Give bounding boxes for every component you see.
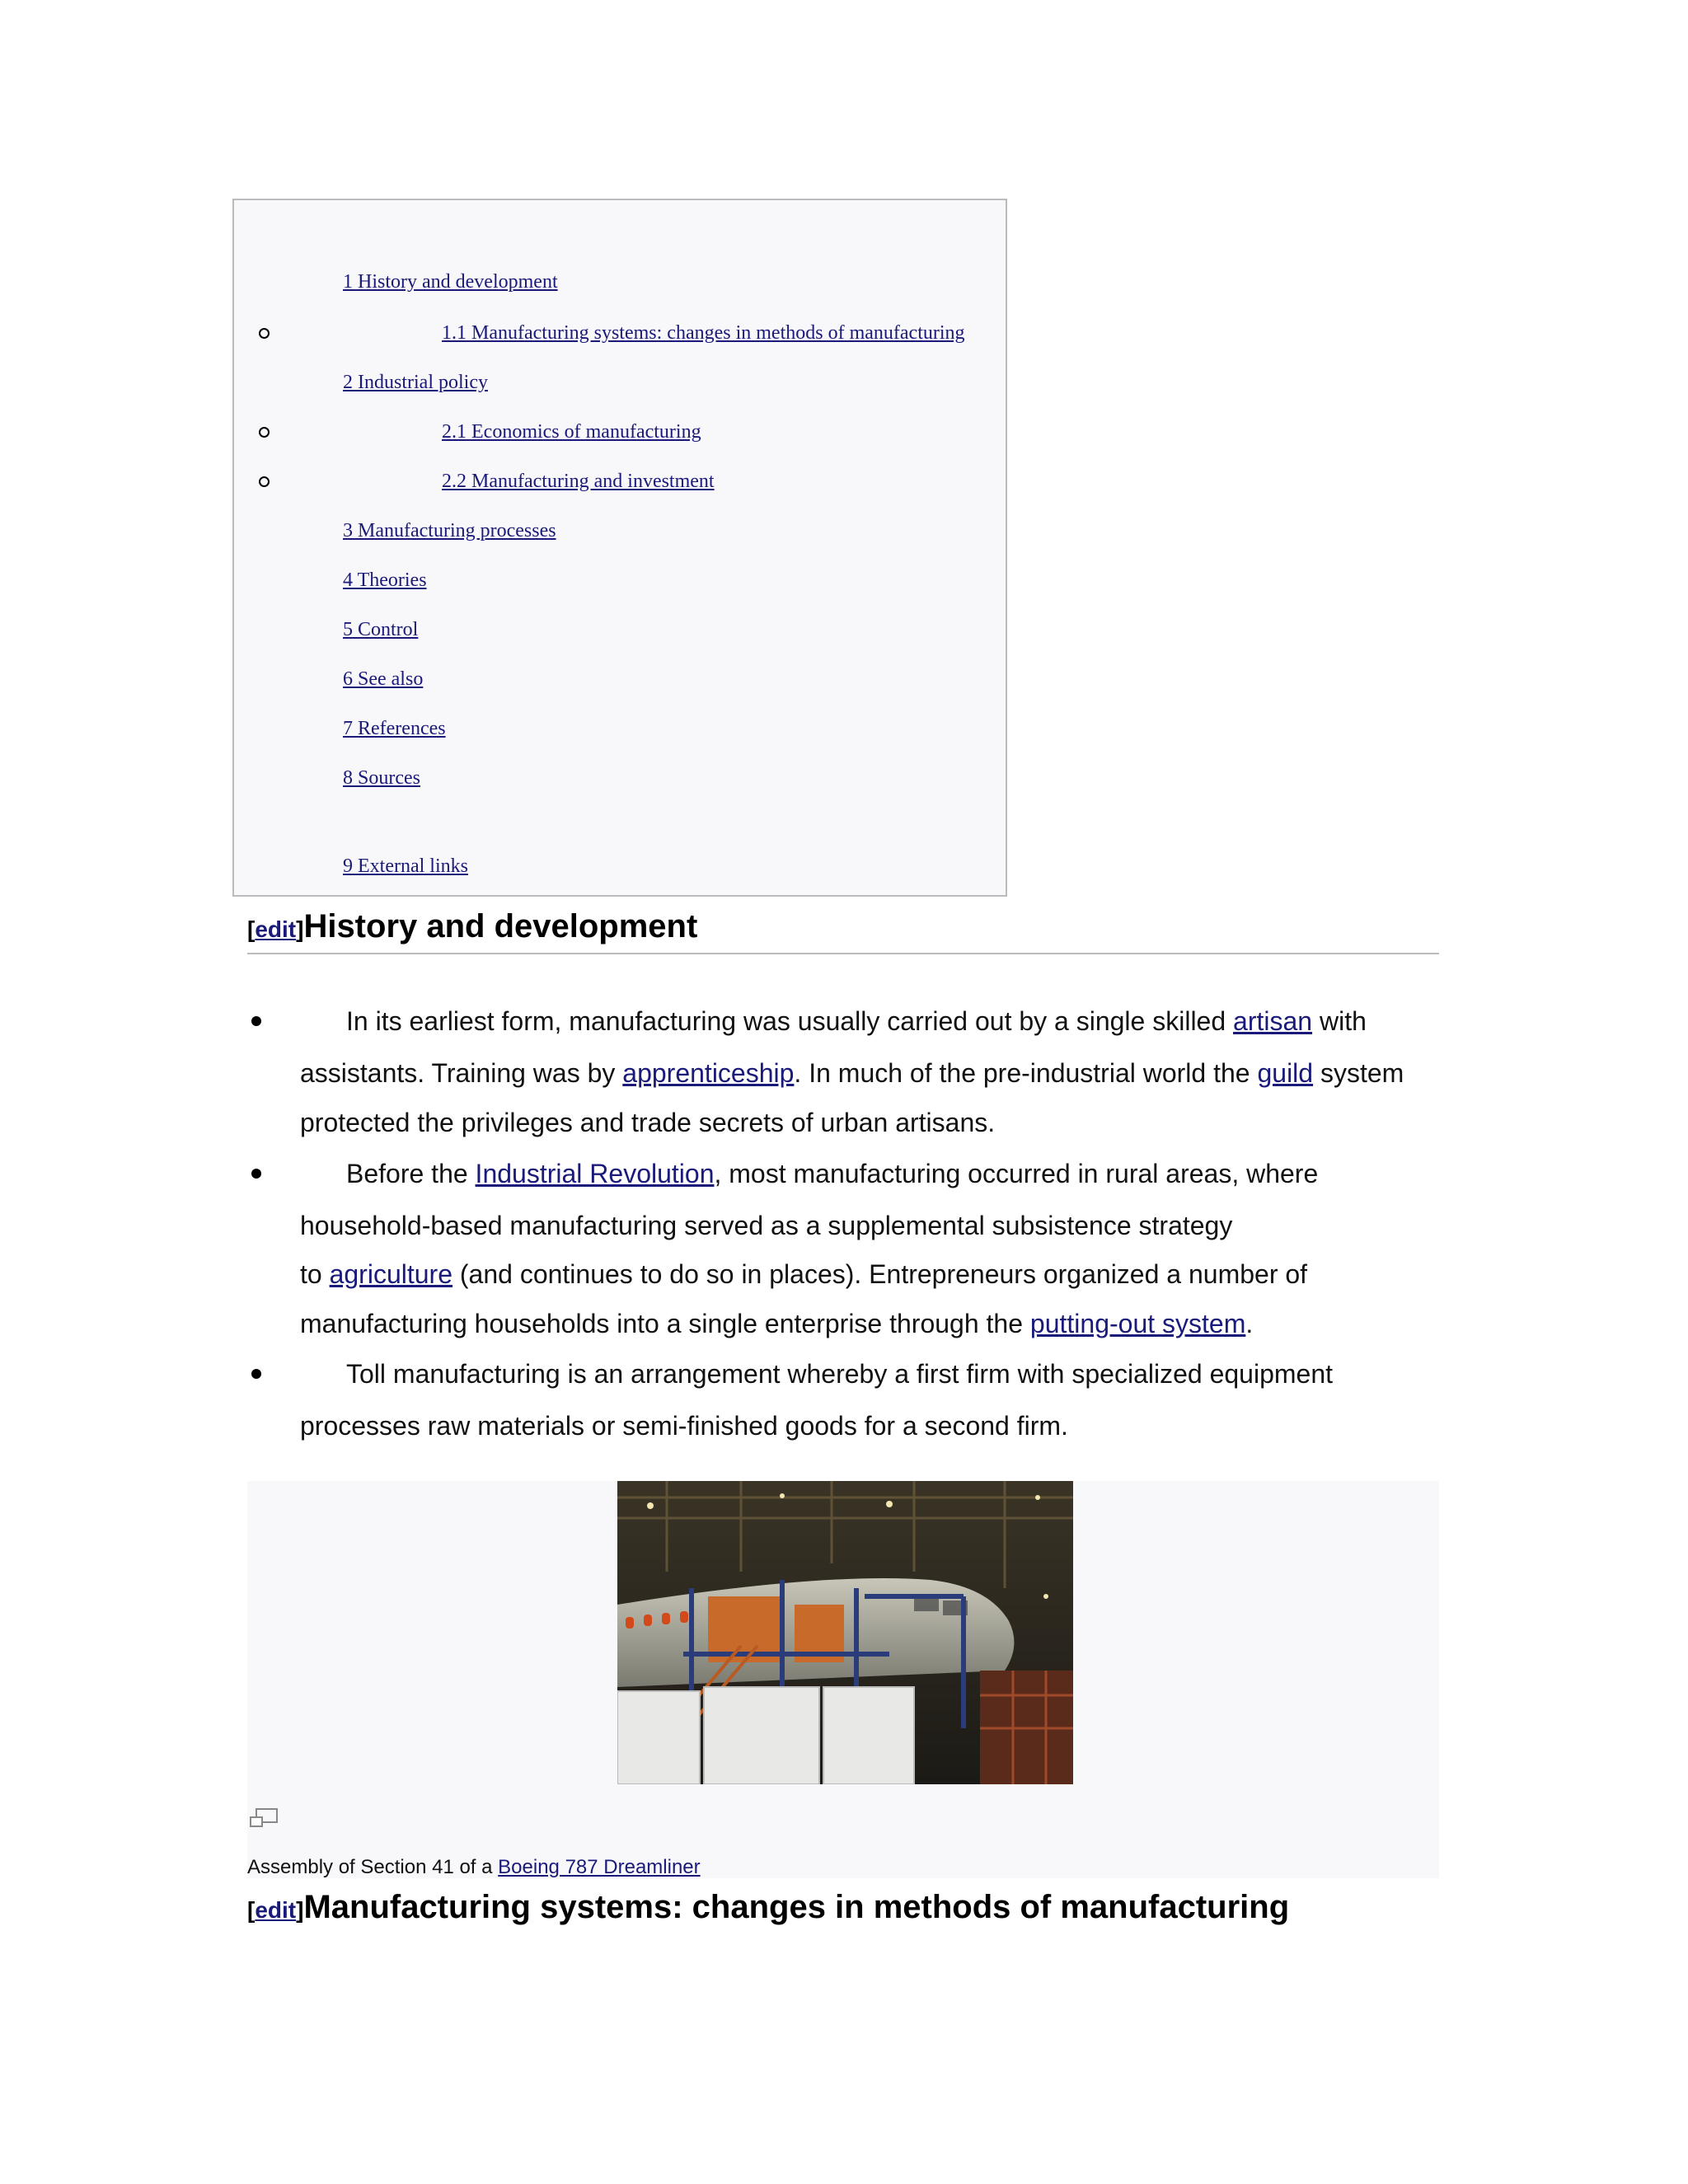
toc-link-processes[interactable]: 3 Manufacturing processes xyxy=(343,520,556,541)
paragraph-line xyxy=(346,1157,1318,1190)
paragraph-line: protected the privileges and trade secrets of urban artisans. xyxy=(300,1108,996,1137)
toc-link-history[interactable]: 1 History and development xyxy=(343,271,558,293)
photo-illustration xyxy=(617,1481,1073,1784)
section-heading-manufacturing-systems xyxy=(247,1887,1289,1930)
text-span: with xyxy=(1312,1006,1367,1036)
link-guild[interactable]: guild xyxy=(1257,1058,1314,1088)
toc-link-references[interactable]: 7 References xyxy=(343,718,446,739)
bullet-icon xyxy=(251,1169,261,1179)
text-span: manufacturing households into a single enterprise through the xyxy=(300,1309,1030,1338)
link-artisan[interactable]: artisan xyxy=(1233,1006,1313,1036)
text-span: . xyxy=(1245,1309,1254,1338)
text-span: . In much of the pre-industrial world the xyxy=(794,1058,1258,1088)
section-heading-history xyxy=(247,907,697,949)
toc-link-control[interactable]: 5 Control xyxy=(343,619,419,640)
paragraph-line xyxy=(346,1005,1367,1038)
table-of-contents xyxy=(232,199,1007,897)
figure-box xyxy=(247,1481,1439,1878)
link-putting-out-system[interactable]: putting-out system xyxy=(1029,1309,1246,1338)
paragraph-line xyxy=(300,1307,1253,1340)
link-boeing-787[interactable]: Boeing 787 Dreamliner xyxy=(498,1856,701,1878)
paragraph-line: processes raw materials or semi-finished goods for a second firm. xyxy=(300,1411,1068,1441)
paragraph-line: Toll manufacturing is an arrangement whereby a first firm with specialized equipment xyxy=(346,1359,1333,1389)
link-industrial-revolution[interactable]: Industrial Revolution xyxy=(475,1159,715,1188)
toc-link-manufacturing-systems[interactable]: 1.1 Manufacturing systems: changes in methods of manufacturing xyxy=(442,322,965,344)
aircraft-assembly-image[interactable] xyxy=(617,1481,1073,1784)
link-agriculture[interactable]: agriculture xyxy=(329,1259,452,1289)
text-span: to xyxy=(300,1259,330,1289)
edit-link[interactable]: edit xyxy=(255,916,297,942)
text-span: assistants. Training was by xyxy=(300,1058,623,1088)
toc-link-see-also[interactable]: 6 See also xyxy=(343,668,424,690)
figure-caption xyxy=(247,1856,701,1879)
text-span: system xyxy=(1313,1058,1404,1088)
toc-link-external-links[interactable]: 9 External links xyxy=(343,855,468,877)
toc-bullet-icon xyxy=(259,328,270,339)
edit-bracket: [edit] xyxy=(247,1897,304,1923)
section-title: Manufacturing systems: changes in methods of manufacturing xyxy=(303,1889,1290,1925)
toc-link-industrial-policy[interactable]: 2 Industrial policy xyxy=(343,372,488,393)
toc-link-theories[interactable]: 4 Theories xyxy=(343,569,427,591)
edit-link[interactable]: edit xyxy=(255,1897,297,1923)
toc-link-economics[interactable]: 2.1 Economics of manufacturing xyxy=(442,421,701,443)
link-apprenticeship[interactable]: apprenticeship xyxy=(622,1058,795,1088)
text-span: , most manufacturing occurred in rural areas, where xyxy=(714,1159,1319,1188)
text-span: In its earliest form, manufacturing was usually carried out by a single skilled xyxy=(346,1006,1234,1036)
bullet-icon xyxy=(251,1369,261,1379)
heading-divider xyxy=(247,953,1439,954)
edit-bracket: [edit] xyxy=(247,916,304,942)
paragraph-line xyxy=(300,1057,1404,1090)
toc-bullet-icon xyxy=(259,427,270,438)
toc-link-sources[interactable]: 8 Sources xyxy=(343,767,420,789)
text-span: (and continues to do so in places). Entrepreneurs organized a number of xyxy=(452,1259,1308,1289)
toc-link-investment[interactable]: 2.2 Manufacturing and investment xyxy=(442,471,715,492)
caption-text: Assembly of Section 41 of a xyxy=(247,1856,499,1878)
section-title: History and development xyxy=(303,908,698,944)
text-span: Before the xyxy=(346,1159,476,1188)
toc-bullet-icon xyxy=(259,476,270,487)
paragraph-line: household-based manufacturing served as a supplemental subsistence strategy xyxy=(300,1211,1233,1240)
bullet-icon xyxy=(251,1016,261,1026)
enlarge-icon[interactable] xyxy=(249,1807,279,1829)
paragraph-line xyxy=(300,1258,1307,1291)
